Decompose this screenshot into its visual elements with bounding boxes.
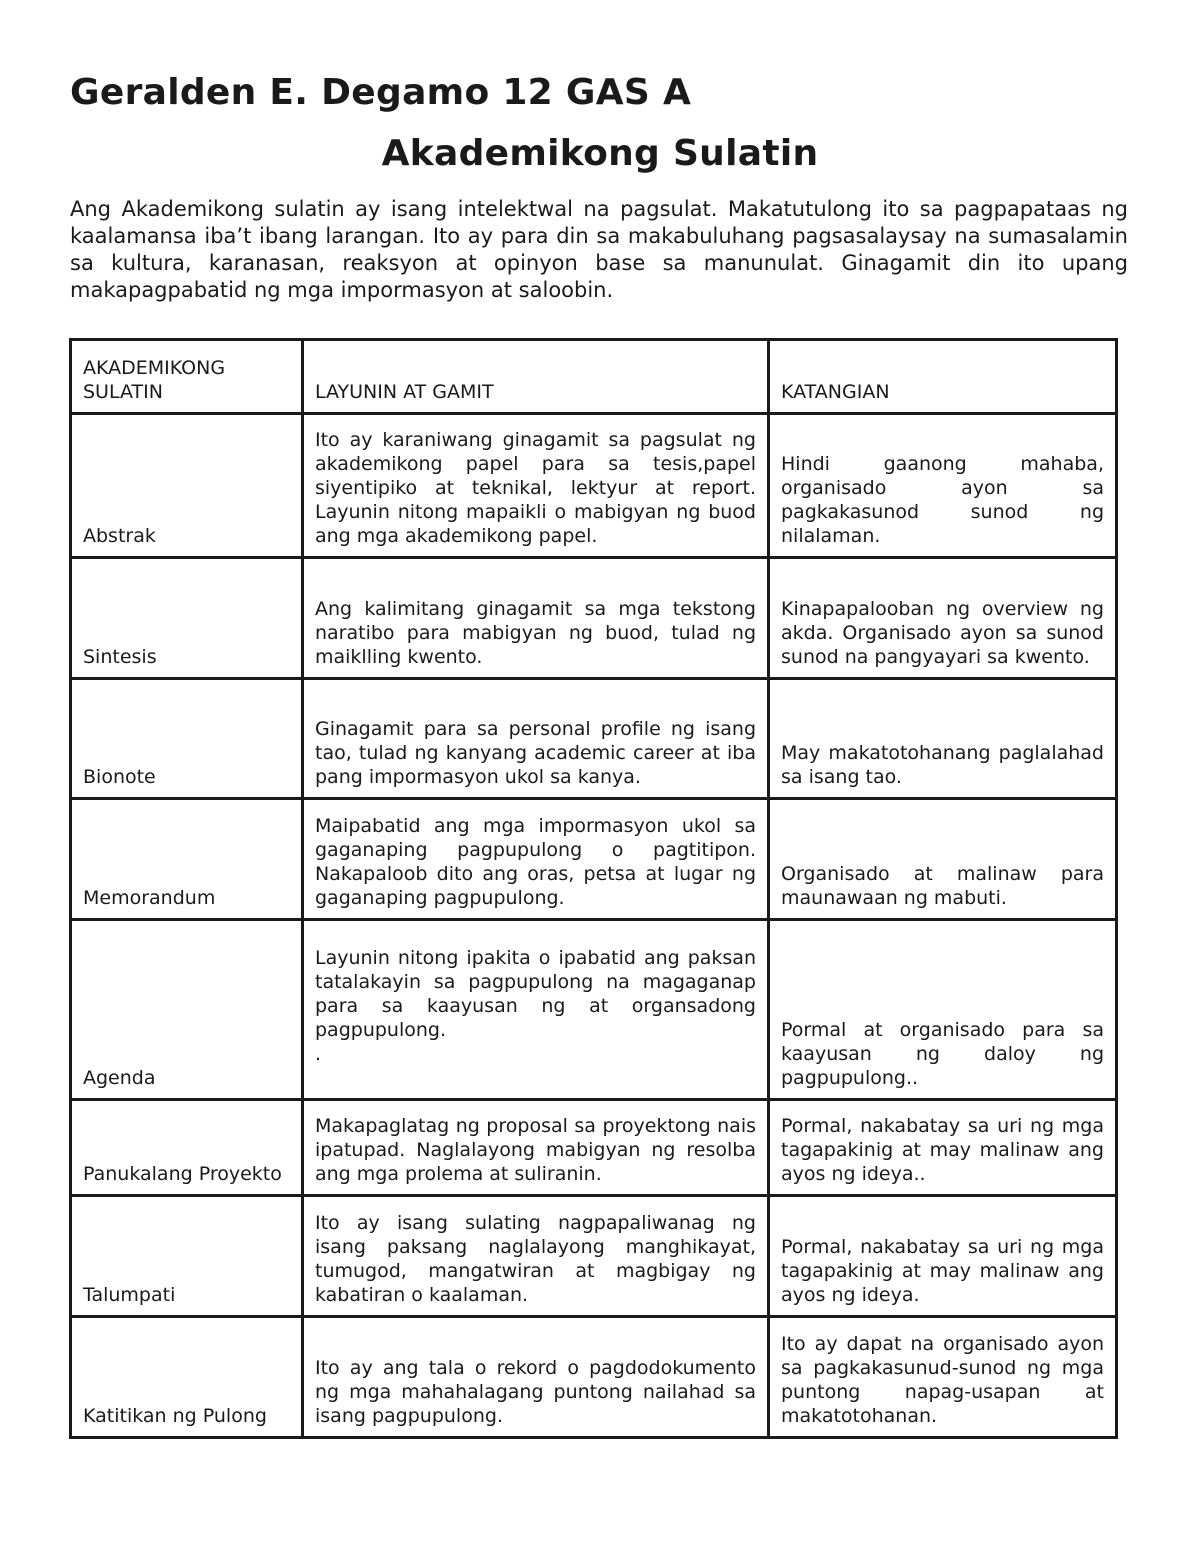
header-layunin-at-gamit: LAYUNIN AT GAMIT [303,340,769,414]
row-purpose: Ito ay karaniwang ginagamit sa pagsulat ng akademikong papel para sa tesis,papel siyentipiko at teknikal, lektyur at report. Layunin nitong mapaikli o mabigyan ng buod ang mga akademikong papel. [303,414,769,558]
intro-paragraph: Ang Akademikong sulatin ay isang intelektwal na pagsulat. Makatutulong ito sa pagpapataas ng kaalamansa iba’t ibang larangan. Ito ay para din sa makabuluhang pagsasalaysay na sumasalamin sa kultura, karanasan, reaksyon at opinyon base sa manunulat. Ginagamit din ito upang makapagpabatid ng mga impormasyon at saloobin. [70,197,1128,302]
row-type: Katitikan ng Pulong [71,1317,303,1438]
row-purpose: Ginagamit para sa personal profile ng isang tao, tulad ng kanyang academic career at iba pang impormasyon ukol sa kanya. [303,679,769,799]
table-row [71,679,1117,799]
row-purpose: Ito ay ang tala o rekord o pagdodokumento ng mga mahahalagang puntong nailahad sa isang pagpupulong. [303,1317,769,1438]
row-traits: Ito ay dapat na organisado ayon sa pagkakasunud-sunod ng mga puntong napag-usapan at makatotohanan. [769,1317,1117,1438]
row-type: Panukalang Proyekto [71,1100,303,1196]
author-line: Geralden E. Degamo 12 GAS A [70,72,692,113]
row-traits: Kinapapalooban ng overview ng akda. Organisado ayon sa sunod sunod na pangyayari sa kwento. [769,558,1117,679]
row-type: Sintesis [71,558,303,679]
row-traits: Hindi gaanong mahaba, organisado ayon sa pagkakasunod sunod ng nilalaman. [769,414,1117,558]
table-row [71,799,1117,920]
row-purpose: Makapaglatag ng proposal sa proyektong nais ipatupad. Naglalayong mabigyan ng resolba ang mga prolema at suliranin. [303,1100,769,1196]
row-purpose: Ang kalimitang ginagamit sa mga tekstong naratibo para mabigyan ng buod, tulad ng maiklling kwento. [303,558,769,679]
row-type: Bionote [71,679,303,799]
row-traits: May makatotohanang paglalahad sa isang tao. [769,679,1117,799]
header-katangian: KATANGIAN [769,340,1117,414]
akademikong-sulatin-table [69,338,1118,1439]
table-row [71,1317,1117,1438]
table-row [71,1100,1117,1196]
row-traits: Pormal at organisado para sa kaayusan ng daloy ng pagpupulong.. [769,920,1117,1100]
row-purpose: Ito ay isang sulating nagpapaliwanag ng isang paksang naglalayong manghikayat, tumugod, mangatwiran at magbigay ng kabatiran o kaalaman. [303,1196,769,1317]
row-type: Abstrak [71,414,303,558]
row-type: Talumpati [71,1196,303,1317]
row-type: Memorandum [71,799,303,920]
table-row [71,920,1117,1100]
table-row [71,1196,1117,1317]
row-type: Agenda [71,920,303,1100]
row-purpose: Maipabatid ang mga impormasyon ukol sa gaganaping pagpupulong o pagtitipon. Nakapaloob dito ang oras, petsa at lugar ng gaganaping pagpupulong. [303,799,769,920]
header-akademikong-sulatin: AKADEMIKONG SULATIN [71,340,303,414]
document-title: Akademikong Sulatin [381,133,819,174]
table-header-row [71,340,1117,414]
row-traits: Organisado at malinaw para maunawaan ng mabuti. [769,799,1117,920]
row-traits: Pormal, nakabatay sa uri ng mga tagapakinig at may malinaw ang ayos ng ideya. [769,1196,1117,1317]
row-purpose-text: Layunin nitong ipakita o ipabatid ang paksan tatalakayin sa pagpupulong na magaganap para sa kaayusan ng at organsadong pagpupulong. [315,947,756,1041]
row-traits: Pormal, nakabatay sa uri ng mga tagapakinig at may malinaw ang ayos ng ideya.. [769,1100,1117,1196]
table-row [71,558,1117,679]
row-purpose-extra: . [315,1043,322,1065]
table-row [71,414,1117,558]
row-purpose [303,920,769,1100]
